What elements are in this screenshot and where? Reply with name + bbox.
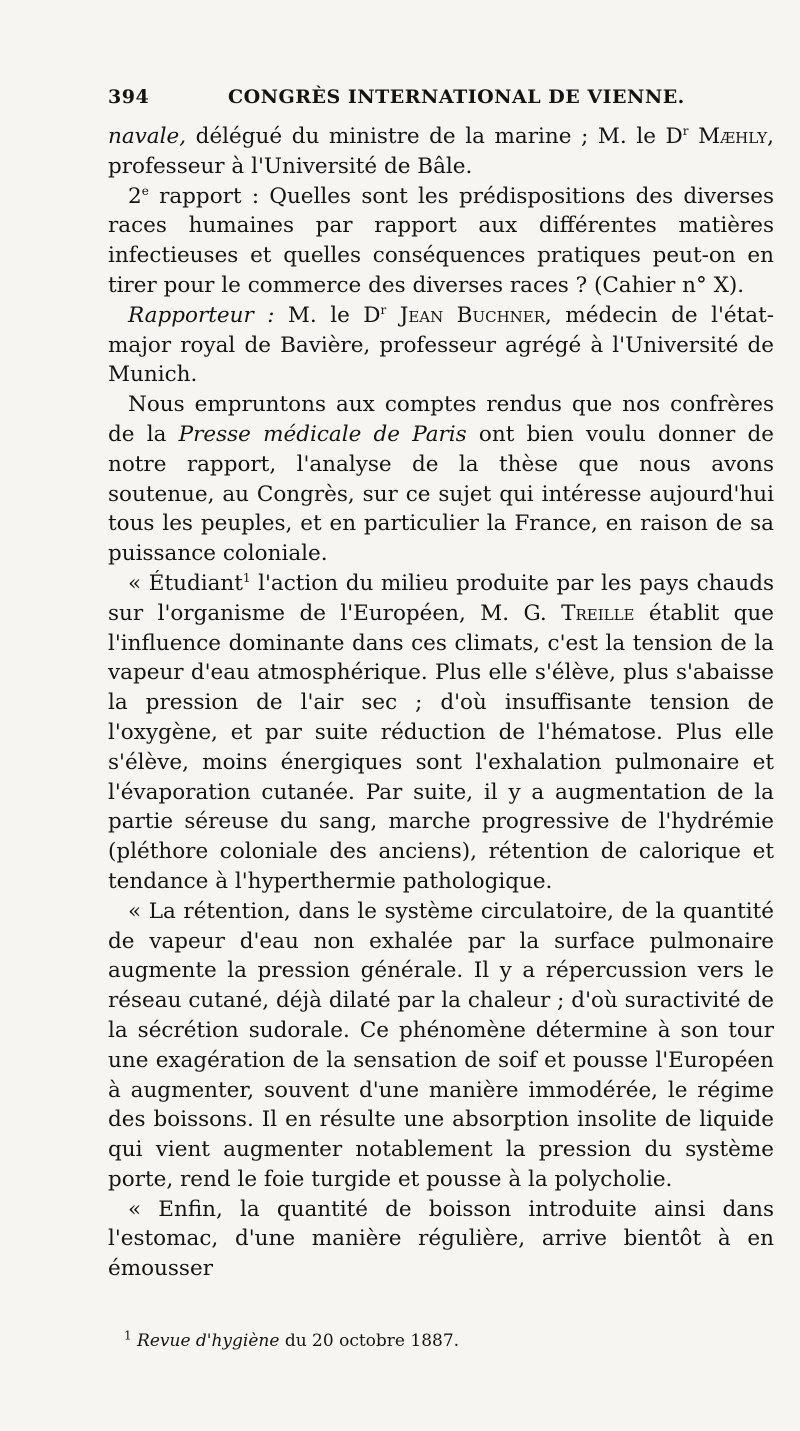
p5-name: Treille (561, 600, 635, 626)
p7-text: « Enfin, la quantité de boisson introduite ainsi dans l'estomac, d'une manière régulière, arrive bientôt à en émousser (108, 1196, 774, 1282)
p1-italic: navale, (108, 124, 187, 149)
p2-num: 2 (128, 183, 142, 209)
paragraph-3 (108, 301, 774, 390)
p1-text-a: délégué du ministre de la marine ; M. le D (186, 124, 683, 149)
paragraph-5 (108, 569, 774, 897)
paragraph-1 (108, 122, 774, 182)
paragraph-4 (108, 390, 774, 569)
running-title: CONGRÈS INTERNATIONAL DE VIENNE. (228, 86, 685, 108)
paragraph-7 (108, 1195, 774, 1284)
paragraph-2 (108, 182, 774, 301)
p3-name: Jean Buchner, (386, 302, 552, 328)
p1-name: Mæhly, (688, 124, 774, 149)
p3-sup: r (380, 302, 387, 317)
p2-sup: e (141, 183, 149, 198)
page-header (108, 86, 774, 114)
footnote-text: du 20 octobre 1887. (279, 1331, 460, 1351)
p4-text-a: Nous empruntons aux comptes rendus que nos confrères de la (108, 392, 774, 447)
p4-text-b: ont bien voulu donner de notre rapport, l'analyse de la thèse que nous avons soutenue, au Congrès, sur ce sujet qui intéresse aujourd'hui tous les peuples, et en particulier la France, en raison de sa puissance coloniale. (108, 421, 774, 567)
p4-italic: Presse médicale de Paris (178, 421, 467, 447)
body-text (108, 122, 774, 1284)
p6-text: « La rétention, dans le système circulatoire, de la quantité de vapeur d'eau non exhalée par la surface pulmonaire augmente la pression générale. Il y a répercussion vers le réseau cutané, déjà dilaté par la chaleur ; d'où suractivité de la sécrétion sudorale. Ce phénomène détermine à son tour une exagération de la sensation de soif et pousse l'Européen à augmenter, souvent d'une manière immodérée, le régime des boissons. Il en résulte une absorption insolite de liquide qui vient augmenter notablement la pression du système porte, rend le foie turgide et pousse à la polycholie. (108, 898, 774, 1192)
p2-text: rapport : Quelles sont les prédispositions des diverses races humaines par rapport aux différentes matières infectieuses et quelles conséquences pratiques peut-on en tirer pour le commerce des diverses races ? (Cahier n° X). (108, 183, 774, 298)
p3-text-a: M. le D (274, 302, 381, 328)
paragraph-6 (108, 897, 774, 1195)
p5-text-c: établit que l'influence dominante dans ces climats, c'est la tension de la vapeur d'eau atmosphérique. Plus elle s'élève, plus s'abaisse la pression de l'air sec ; d'où insuffisante tension de l'oxygène, et par suite réduction de l'hématose. Plus elle s'élève, moins énergiques sont l'exhalation pulmonaire et l'évaporation cutanée. Par suite, il y a augmentation de la partie séreuse du sang, marche progressive de l'hydrémie (pléthore coloniale des anciens), rétention de calorique et tendance à l'hyperthermie pathologique. (108, 600, 774, 894)
p3-italic: Rapporteur : (128, 302, 275, 328)
footnote-marker: 1 (124, 1328, 132, 1343)
page-number: 394 (108, 86, 150, 108)
footnote-ref: 1 (242, 570, 251, 585)
p3-text-b: médecin de l'état-major royal de Bavière, professeur agrégé à l'Université de Munich. (108, 302, 774, 388)
p1-text-b: professeur à l'Université de Bâle. (108, 153, 473, 179)
footnote (124, 1330, 774, 1352)
p1-sup: r (682, 123, 689, 138)
p5-text-a: « Étudiant (128, 570, 243, 596)
p5-text-b: l'action du milieu produite par les pays chauds sur l'organisme de l'Européen, M. G. (108, 570, 774, 626)
footnote-title: Revue d'hygiène (137, 1331, 280, 1351)
